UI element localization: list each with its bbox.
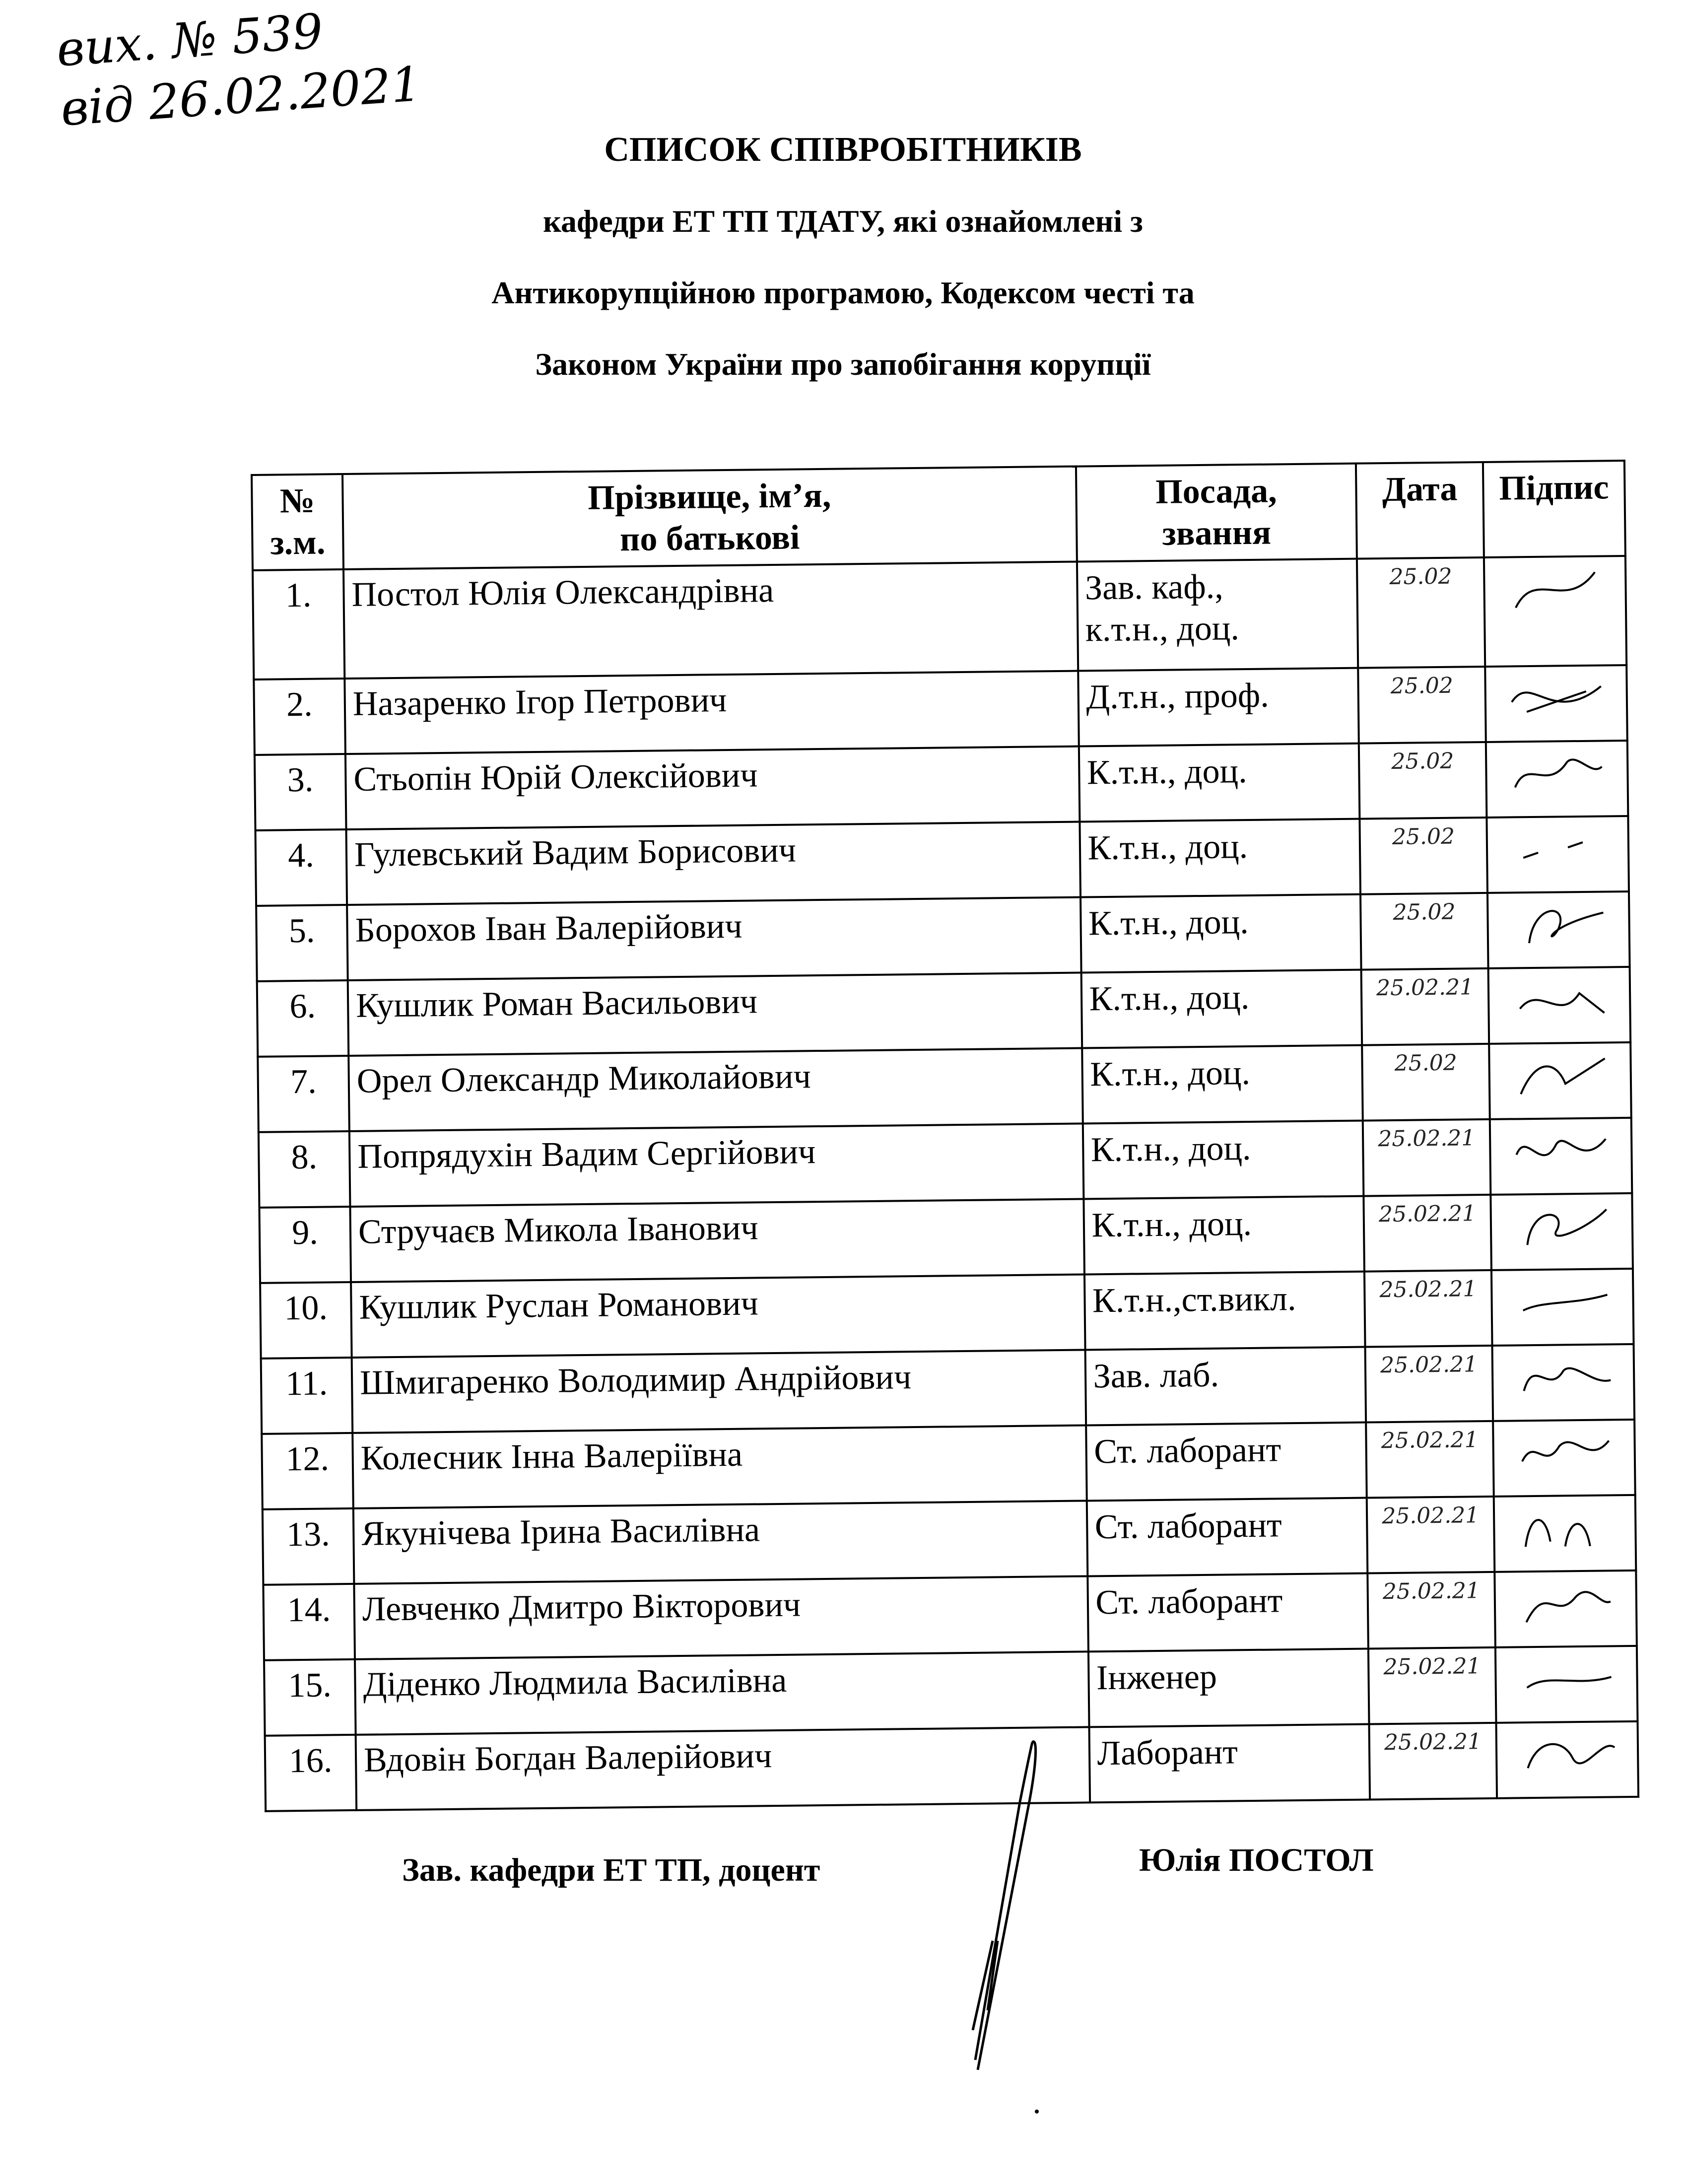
employee-name: Якунічева Ірина Василівна: [353, 1501, 1087, 1583]
header-number-line2: з.м.: [270, 523, 326, 562]
table-row: [264, 1646, 1637, 1736]
header-number-line1: №: [279, 481, 315, 521]
signature-stroke: [1523, 1295, 1607, 1310]
handwritten-signature: [1514, 1426, 1614, 1481]
signature-stroke: [1523, 842, 1582, 858]
row-number: 7.: [258, 1056, 349, 1132]
acknowledgement-date: 25.02.21: [1364, 1195, 1491, 1272]
employee-name: Діденко Людмила Василівна: [355, 1651, 1089, 1734]
position-line1: К.т.н., доц.: [1086, 752, 1247, 792]
title-line-2: кафедри ЕТ ТП ТДАТУ, які ознайомлені з: [543, 204, 1143, 239]
table-row: [253, 556, 1626, 680]
signature-cell: [1494, 1570, 1637, 1647]
employee-name: Борохов Іван Валерійович: [347, 897, 1081, 980]
acknowledgement-date: 25.02.21: [1369, 1723, 1497, 1800]
signer-name: Юлія ПОСТОЛ: [1139, 1842, 1374, 1878]
signature-cell: [1496, 1721, 1639, 1798]
signature-cell: [1490, 1193, 1633, 1270]
row-number: 10.: [260, 1282, 352, 1359]
table-row: [262, 1420, 1635, 1509]
row-number: 5.: [256, 905, 348, 981]
employee-position: [1082, 1121, 1363, 1199]
document-title: [0, 131, 1686, 420]
position-line1: К.т.н., доц.: [1090, 1129, 1251, 1169]
employee-name: Левченко Дмитро Вікторович: [354, 1576, 1088, 1659]
signature-cell: [1486, 816, 1629, 893]
signature-stroke: [1527, 1743, 1614, 1768]
signature-cell: [1487, 891, 1630, 968]
handwritten-signature: [1505, 562, 1605, 617]
row-number: 16.: [265, 1735, 357, 1811]
table-row: [256, 891, 1629, 981]
employee-name: Кушлик Руслан Романович: [351, 1275, 1085, 1358]
position-line1: К.т.н.,ст.викл.: [1092, 1280, 1296, 1320]
employee-name: Шмигаренко Володимир Андрійович: [352, 1350, 1086, 1433]
acknowledgement-date: 25.02.21: [1365, 1346, 1493, 1423]
signature-cell: [1489, 1042, 1631, 1119]
table-row: [255, 741, 1628, 830]
table-row: [263, 1570, 1636, 1660]
outgoing-date: від 26.02.2021: [59, 56, 423, 137]
employee-position: [1082, 1045, 1363, 1124]
acknowledgement-date: 25.02.21: [1368, 1572, 1495, 1649]
row-number: 14.: [263, 1584, 355, 1660]
employee-position: [1089, 1724, 1370, 1803]
header-name-line1: Прізвище, ім’я,: [587, 476, 831, 517]
employee-position: [1085, 1347, 1366, 1426]
acknowledgement-date: 25.02.21: [1363, 1119, 1490, 1196]
signature-stroke: [1527, 1209, 1607, 1245]
position-line1: Лаборант: [1097, 1733, 1238, 1773]
handwritten-signature: [1510, 1048, 1610, 1104]
table-row: [257, 967, 1630, 1057]
signature-stroke: [1525, 1519, 1590, 1547]
position-line1: Д.т.н., проф.: [1085, 676, 1270, 717]
handwritten-signature: [1513, 1275, 1613, 1330]
header-position: [1076, 464, 1357, 562]
signature-cell: [1484, 556, 1626, 667]
employee-name: Постол Юлія Олександрівна: [343, 562, 1078, 679]
row-number: 13.: [263, 1508, 354, 1585]
handwritten-signature: [1517, 1652, 1617, 1707]
signature-stroke: [1526, 1592, 1611, 1622]
employee-position: [1086, 1498, 1367, 1576]
head-signature-mark: [918, 1732, 1067, 2080]
acknowledgement-date: 25.02: [1360, 818, 1487, 894]
employee-position: [1078, 668, 1359, 747]
row-number: 6.: [257, 980, 349, 1057]
employee-name: Стьопін Юрій Олексійович: [345, 747, 1079, 829]
signature-stroke: [1520, 993, 1604, 1014]
position-line1: К.т.н., доц.: [1089, 978, 1250, 1019]
header-number: [252, 474, 343, 570]
header-date: Дата: [1356, 462, 1484, 559]
employee-position: [1079, 744, 1359, 822]
handwritten-signature: [1516, 1576, 1616, 1632]
header-position-line1: Посада,: [1155, 472, 1277, 511]
employee-position: [1083, 1196, 1364, 1275]
signature-stroke: [1529, 910, 1604, 943]
row-number: 9.: [259, 1207, 351, 1283]
handwritten-signature: [1512, 1199, 1612, 1255]
employee-position: [1086, 1423, 1367, 1501]
employee-position: [1080, 894, 1361, 973]
acknowledgement-date: 25.02: [1359, 742, 1486, 819]
employee-name: Назаренко Ігор Петрович: [344, 671, 1079, 754]
handwritten-signature: [1511, 1124, 1611, 1179]
header-signature: Підпис: [1483, 461, 1625, 557]
employee-position: [1087, 1573, 1368, 1652]
employee-position: [1088, 1649, 1369, 1727]
signature-stroke: [1515, 572, 1595, 608]
row-number: 3.: [255, 754, 346, 830]
table-row: [260, 1269, 1633, 1359]
position-line1: Ст. лаборант: [1095, 1581, 1283, 1622]
row-number: 15.: [264, 1659, 356, 1736]
employee-position: [1084, 1272, 1365, 1350]
acknowledgement-date: 25.02.21: [1368, 1647, 1496, 1724]
signature-cell: [1493, 1420, 1635, 1497]
title-line-3: Антикорупційною програмою, Кодексом честі та: [491, 275, 1195, 310]
position-line1: Зав. лаб.: [1093, 1356, 1219, 1396]
signature-cell: [1486, 741, 1628, 818]
staff-acknowledgement-table: [251, 460, 1639, 1812]
handwritten-signature: [1513, 1350, 1613, 1406]
handwritten-signature: [1507, 747, 1607, 802]
signature-cell: [1495, 1646, 1638, 1723]
employee-position: [1077, 559, 1358, 671]
row-number: 12.: [262, 1433, 353, 1509]
handwritten-registration-note: [55, 0, 423, 138]
employee-name: Орел Олександр Миколайович: [348, 1048, 1082, 1131]
signature-cell: [1494, 1495, 1636, 1572]
signature-stroke: [1515, 759, 1602, 788]
acknowledgement-date: 25.02.21: [1364, 1270, 1492, 1347]
position-line1: К.т.н., доц.: [1089, 1053, 1251, 1094]
acknowledgement-date: 25.02: [1358, 667, 1485, 744]
employee-name: Вдовін Богдан Валерійович: [356, 1727, 1090, 1810]
acknowledgement-date: 25.02.21: [1367, 1497, 1494, 1573]
signature-cell: [1485, 665, 1627, 742]
row-number: 4.: [256, 829, 347, 906]
table-body: [253, 556, 1638, 1811]
employee-name: Колесник Інна Валеріївна: [352, 1425, 1086, 1508]
position-line1: К.т.н., доц.: [1088, 902, 1249, 943]
header-full-name: [342, 467, 1077, 569]
signature-stroke: [1511, 686, 1601, 712]
header-name-line2: по батькові: [619, 518, 800, 559]
acknowledgement-date: 25.02.21: [1361, 968, 1489, 1045]
signature-cell: [1488, 967, 1631, 1044]
handwritten-signature: [1509, 897, 1609, 953]
row-number: 8.: [259, 1131, 350, 1208]
signature-cell: [1490, 1118, 1632, 1195]
signature-stroke: [1522, 1440, 1609, 1461]
handwritten-signature: [1517, 1727, 1617, 1783]
handwritten-signature: [1515, 1501, 1615, 1557]
signature-stroke: [1520, 1058, 1605, 1094]
signature-stroke: [1527, 1677, 1611, 1688]
table-row: [261, 1344, 1634, 1434]
signer-role: Зав. кафедри ЕТ ТП, доцент: [402, 1852, 820, 1888]
position-line1: Ст. лаборант: [1094, 1506, 1282, 1547]
signature-stroke: [1516, 1139, 1606, 1155]
table-row: [263, 1495, 1636, 1585]
signature-cell: [1492, 1344, 1635, 1421]
row-number: 2.: [254, 679, 345, 755]
table-row: [258, 1042, 1631, 1132]
acknowledgement-date: 25.02: [1357, 557, 1485, 668]
employee-position: [1081, 970, 1362, 1048]
title-line-1: СПИСОК СПІВРОБІТНИКІВ: [604, 131, 1082, 169]
acknowledgement-date: 25.02: [1360, 893, 1488, 970]
handwritten-signature: [1508, 822, 1608, 878]
signature-cell: [1491, 1269, 1634, 1346]
table-row: [259, 1118, 1632, 1208]
signature-stroke: [1524, 1368, 1611, 1391]
table-row: [254, 665, 1627, 755]
position-line1: Зав. каф.,: [1084, 567, 1223, 608]
position-line1: Інженер: [1096, 1657, 1217, 1698]
employee-name: Гулевський Вадим Борисович: [346, 822, 1080, 905]
table-header-row: [252, 461, 1625, 570]
employee-name: Кушлик Роман Васильович: [348, 973, 1082, 1056]
employee-name: Попрядухін Вадим Сергійович: [349, 1124, 1083, 1207]
employee-name: Стручаєв Микола Іванович: [350, 1199, 1084, 1282]
handwritten-signature: [1509, 973, 1609, 1028]
row-number: 1.: [253, 569, 344, 680]
position-line1: К.т.н., доц.: [1091, 1204, 1252, 1245]
row-number: 11.: [261, 1358, 353, 1434]
position-line2: к.т.н., доц.: [1085, 609, 1240, 649]
handwritten-signature: [1506, 671, 1606, 727]
scan-speck: [1035, 2110, 1039, 2114]
table-row: [259, 1193, 1632, 1283]
acknowledgement-date: 25.02: [1362, 1044, 1489, 1121]
header-position-line2: звання: [1162, 513, 1272, 553]
title-line-4: Законом України про запобігання корупції: [535, 346, 1151, 382]
position-line1: Ст. лаборант: [1093, 1431, 1281, 1471]
acknowledgement-date: 25.02.21: [1366, 1421, 1493, 1498]
table-row: [256, 816, 1629, 906]
employee-position: [1079, 819, 1360, 897]
position-line1: К.т.н., доц.: [1087, 827, 1248, 868]
outgoing-number: вих. № 539: [55, 3, 325, 77]
